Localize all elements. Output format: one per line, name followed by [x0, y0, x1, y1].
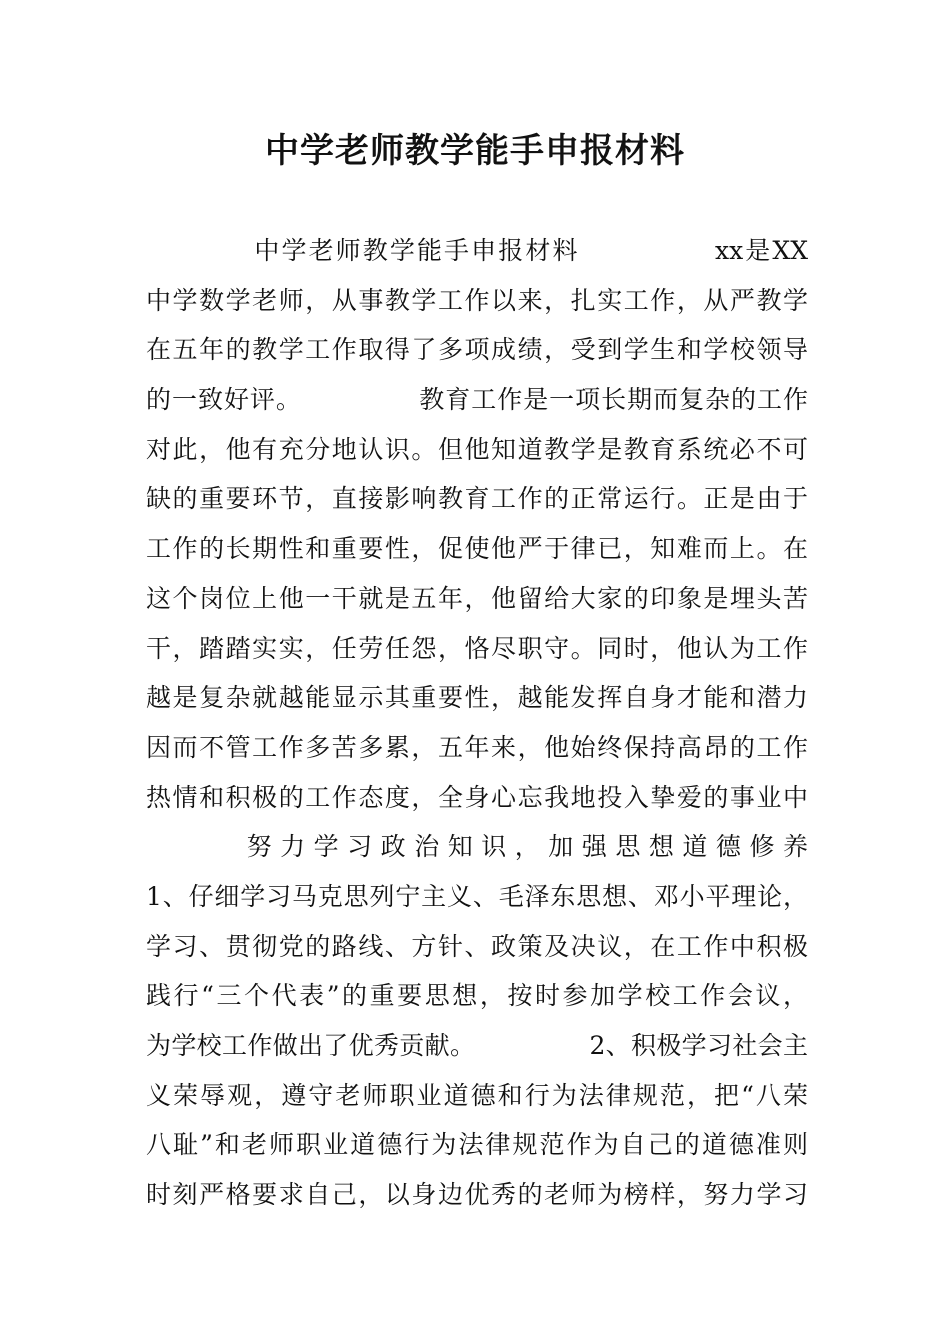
- body-line: 因而不管工作多苦多累，五年来，他始终保持高昂的工作: [146, 732, 808, 762]
- document-title: 中学老师教学能手申报材料: [265, 131, 685, 171]
- body-line: 义荣辱观，遵守老师职业道德和行为法律规范，把“八荣: [146, 1080, 808, 1110]
- body-line: 学习、贯彻党的路线、方针、政策及决议，在工作中积极: [146, 931, 808, 961]
- body-line: 热情和积极的工作态度，全身心忘我地投入挚爱的事业中: [146, 782, 808, 812]
- document-body: [146, 226, 808, 1220]
- body-line: 践行“三个代表”的重要思想，按时参加学校工作会议，: [146, 981, 808, 1011]
- body-line: 工作的长期性和重要性，促使他严于律已，知难而上。在: [146, 534, 808, 564]
- body-line: 对此，他有充分地认识。但他知道教学是教育系统必不可: [146, 434, 808, 464]
- body-line: 八耻”和老师职业道德行为法律规范作为自己的道德准则: [146, 1130, 808, 1160]
- body-line: 为学校工作做出了优秀贡献。 2、积极学习社会主: [146, 1031, 808, 1060]
- body-line: 缺的重要环节，直接影响教育工作的正常运行。正是由于: [146, 484, 808, 514]
- body-line: 时刻严格要求自己，以身边优秀的老师为榜样，努力学习: [146, 1180, 808, 1210]
- body-line: 努力学习政治知识，加强思想道德修养: [146, 832, 808, 862]
- body-line: 这个岗位上他一干就是五年，他留给大家的印象是埋头苦: [146, 583, 808, 613]
- body-line: 干，踏踏实实，任劳任怨，恪尽职守。同时，他认为工作: [146, 633, 808, 663]
- body-line: 中学数学老师，从事教学工作以来，扎实工作，从严教学: [146, 285, 808, 315]
- body-line: 1、仔细学习马克思列宁主义、毛泽东思想、邓小平理论，: [146, 881, 808, 911]
- body-line: 越是复杂就越能显示其重要性，越能发挥自身才能和潜力: [146, 683, 808, 713]
- body-line: 的一致好评。 教育工作是一项长期而复杂的工作: [146, 385, 808, 415]
- body-line: 在五年的教学工作取得了多项成绩，受到学生和学校领导: [146, 335, 808, 365]
- body-line: 中学老师教学能手申报材料 xx是XX: [146, 236, 808, 265]
